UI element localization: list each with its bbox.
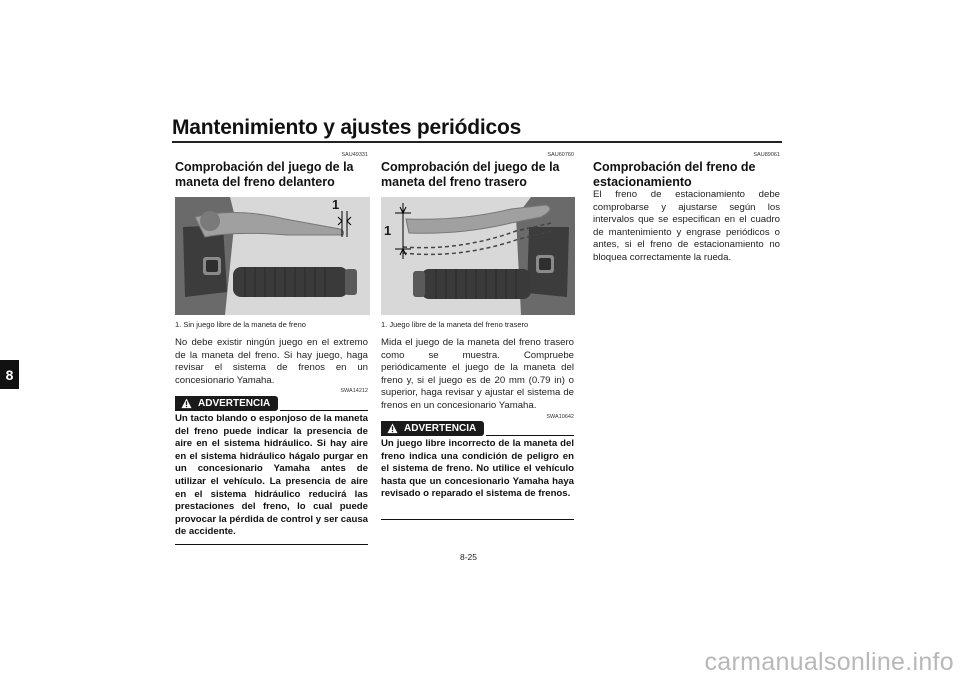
section-title-rear-brake: Comprobación del juego de la maneta del freno trasero [381,160,560,189]
figure-rear-brake-lever [381,197,575,315]
figure-caption: 1. Sin juego libre de la maneta de freno [175,320,306,329]
section-body: No debe existir ningún juego en el extremo de la maneta del freno. Si hay juego, haga revisar el sistema de frenos en un concesionario Yamaha. [175,337,368,386]
figure-label: 1 [332,197,340,212]
section-title-front-brake: Comprobación del juego de la maneta del freno delantero [175,160,354,189]
section-code: SAU49331 [341,152,368,158]
warning-label: ADVERTENCIA [198,398,271,409]
warning-rule [486,435,574,436]
chapter-tab: 8 [0,360,19,389]
warning-rule [280,410,368,411]
warning-text: Un juego libre incorrecto de la maneta del freno indica una condición de peligro en el sistema de freno. No utilice el vehículo hasta que un concesionario Yamaha haya revisado o reparado el sistema de frenos. [381,438,574,500]
section-body: El freno de estacionamiento debe comprobarse y ajustarse según los intervalos que se especifican en el cuadro de mantenimiento y engrase periódicos o antes, si el freno de estacionamiento no bloquea correctamente la rueda. [593,189,780,263]
warning-triangle-icon [181,398,192,409]
section-code: SAU89061 [753,152,780,158]
front-brake-lever-illustration [175,197,370,315]
figure-label: 1 [384,223,392,238]
page-header-title: Mantenimiento y ajustes periódicos [172,116,522,139]
figure-caption: 1. Juego libre de la maneta del freno trasero [381,320,529,329]
warning-triangle-icon [387,423,398,434]
warning-text: Un tacto blando o esponjoso de la maneta del freno puede indicar la presencia de aire en el sistema hidráulico. Si hay aire en el sistema hidráulico hágalo purgar en un concesionario Yamaha antes de utilizar el vehículo. La presencia de aire en el sistema hidráulico reducirá las prestaciones del freno, lo cual puede provocar la pérdida de control y ser causa de accidente. [175,413,369,538]
warning-code: SWA10642 [546,414,574,420]
section-title-parking-brake: Comprobación del freno de estacionamiento [593,160,756,189]
header-rule [172,141,782,143]
warning-label: ADVERTENCIA [404,423,477,434]
page-number: 8-25 [460,552,478,562]
warning-badge [381,421,484,436]
warning-code: SWA14212 [340,388,368,394]
rear-brake-lever-illustration [381,197,575,315]
watermark-text: carmanualsonline.info [704,648,954,676]
warning-end-rule [175,544,368,545]
warning-end-rule [381,519,574,520]
section-code: SAU60760 [547,152,574,158]
warning-badge [175,396,278,411]
figure-front-brake-lever [175,197,370,315]
section-body: Mida el juego de la maneta del freno trasero como se muestra. Compruebe periódicamente el juego de la maneta del freno y, si el juego es de 20 mm (0.79 in) o superior, haga revisar y ajustar el sistema de frenos en un concesionario Yamaha. [381,337,574,411]
